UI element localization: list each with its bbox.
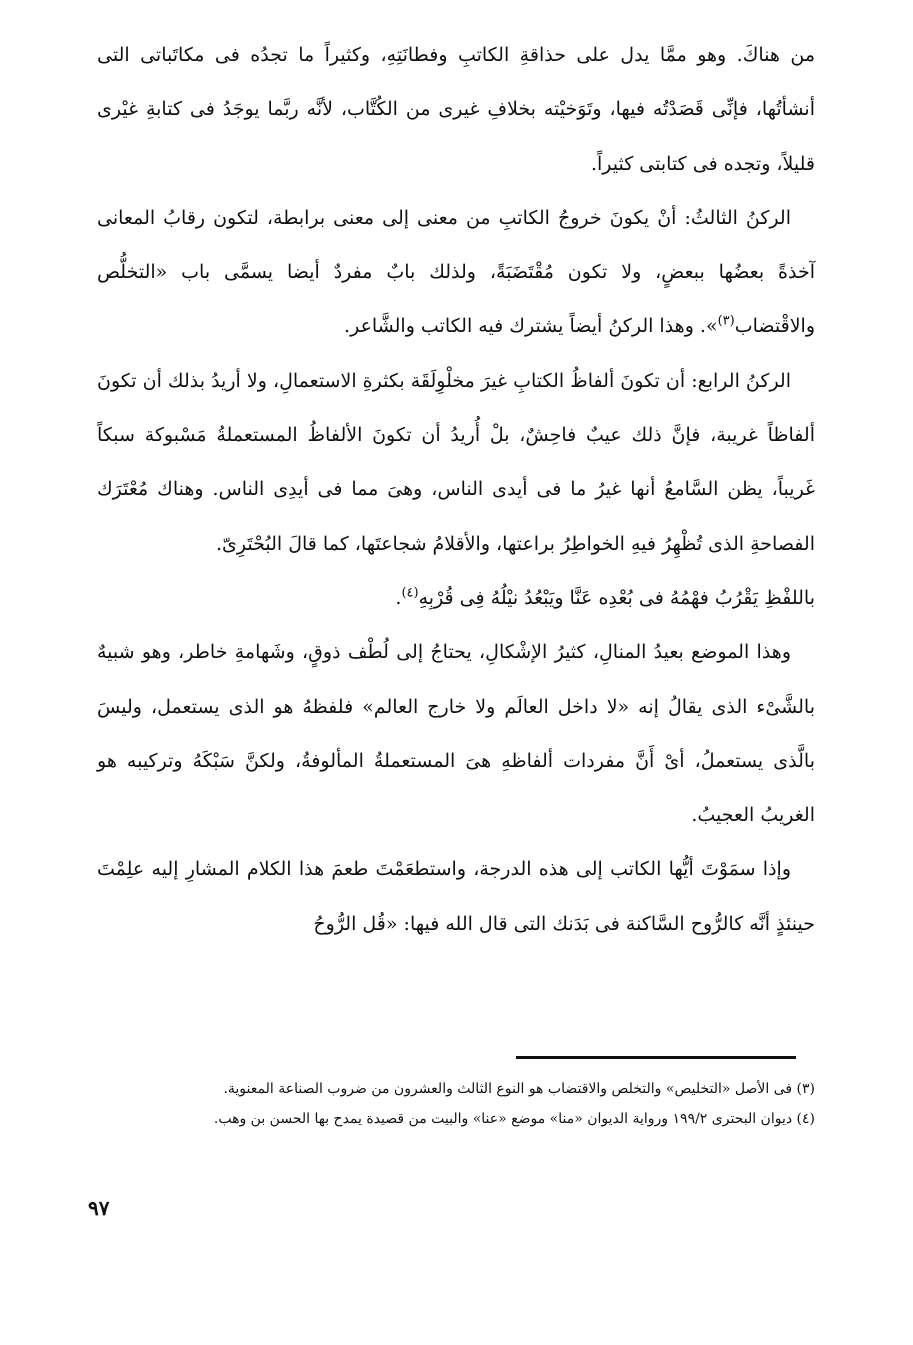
paragraph-third-pillar: [97, 191, 815, 354]
paragraph-difficult-place: [97, 625, 815, 842]
footnote-separator: [516, 1056, 796, 1059]
paragraph-third-pillar-tail: ». وهذا الركنُ أيضاً يشترك فيه الكاتب والشَّاعر.: [344, 315, 718, 338]
verse-tail: .: [395, 586, 402, 609]
paragraph-fourth-pillar: [97, 354, 815, 571]
verse-text: باللفْظِ يَقْرُبُ فهْمُهُ فى بُعْدِه عَنَّا ويَبْعُدُ نيْلُهُ فِى قُرْبِهِ: [418, 586, 815, 609]
paragraph-1: [97, 28, 815, 191]
page-number: ٩٧: [88, 1196, 110, 1220]
paragraph-final: [97, 842, 815, 951]
footnote-4: (٤) ديوان البحترى ١٩٩/٢ ورواية الديوان «منا» موضع «عنا» والبيت من قصيدة يمدح بها الحسن بن وهب.: [213, 1110, 815, 1127]
main-text: [97, 28, 815, 951]
paragraph-difficult-place-text: وهذا الموضع بعيدُ المنالِ، كثيرُ الإشْكالِ، يحتاجُ إلى لُطْف ذوقٍ، وشَهامةِ خاطر، وهو شبيهٌ بالشَّىْء الذى يقالُ إنه «لا داخل العالَم ولا خارج العالم» فلفظهُ هو الذى يستعمل، وليسَ بالَّذى يستعملُ، أىْ أَنَّ مفردات ألفاظهِ هىَ المستعملةُ المألوفةُ، ولكنَّ سَبْكَهُ وتركيبه هو الغريبُ العجيبُ.: [97, 641, 815, 827]
verse-line: [97, 571, 815, 625]
paragraph-fourth-pillar-text: الركنُ الرابع: أن تكونَ ألفاظُ الكتابِ غيرَ مخلْوِلَقَة بكثرةِ الاستعمالِ، ولا أريدُ بذلك أن تكونَ ألفاظاً غريبة، فإنَّ ذلك عيبٌ فاحِشٌ، بلْ أُريدُ أن تكونَ الألفاظُ المستعملةُ مَسْبوكة سبكاً غَريباً، يظن السَّامعُ أنها غيرُ ما فى أيدى الناس، وهىَ مما فى أيدِى الناس. وهناك مُعْتَرَك الفصاحةِ الذى تُظْهِرُ فيهِ الخواطِرُ براعتها، والأقلامُ شجاعتَها، كما قالَ البُحْتَرِىّ.: [97, 369, 815, 555]
paragraph-final-text: وإذا سمَوْتَ أيُّها الكاتب إلى هذه الدرجة، واستطعَمْتَ طعمَ هذا الكلام المشارِ إليه علِمْتَ حينئذٍ أنَّه كالرُّوح السَّاكنة فى بَدَنك التى قال الله فيها: «قُل الرُّوحُ: [97, 858, 815, 935]
footnote-3: (٣) فى الأصل «التخليص» والتخلص والاقتضاب هو النوع الثالث والعشرون من ضروب الصناعة المعنوية.: [223, 1081, 815, 1097]
paragraph-third-pillar-text: الركنُ الثالثُ: أنْ يكونَ خروجُ الكاتبِ من معنى إلى معنى برابطة، لتكون رقابُ المعانى آخذةً بعضُها ببعضٍ، ولا تكون مُقْتَضَبَةً، ولذلك بابٌ مفردٌ أيضا يسمَّى باب «التخلُّص والاقْتضاب: [97, 206, 815, 338]
footnotes: [93, 1075, 815, 1134]
footnote-ref-4: (٤): [401, 585, 419, 601]
footnote-ref-3: (٣): [717, 314, 735, 330]
paragraph-1-text: من هناكَ. وهو ممَّا يدل على حذاقةِ الكاتبِ وفطانَتِهِ، وكثيراً ما تجدُه فى مكاتَباتى التى أنشأتُها، فإنِّى قَصَدْتُه فيها، وتَوَخيْته بخلافِ غيرى من الكُتَّاب، لأنَّه ربَّما يوجَدُ فى كتابةِ غيْرى قليلاً، وتجده فى كتابتى كثيراً.: [97, 44, 815, 175]
